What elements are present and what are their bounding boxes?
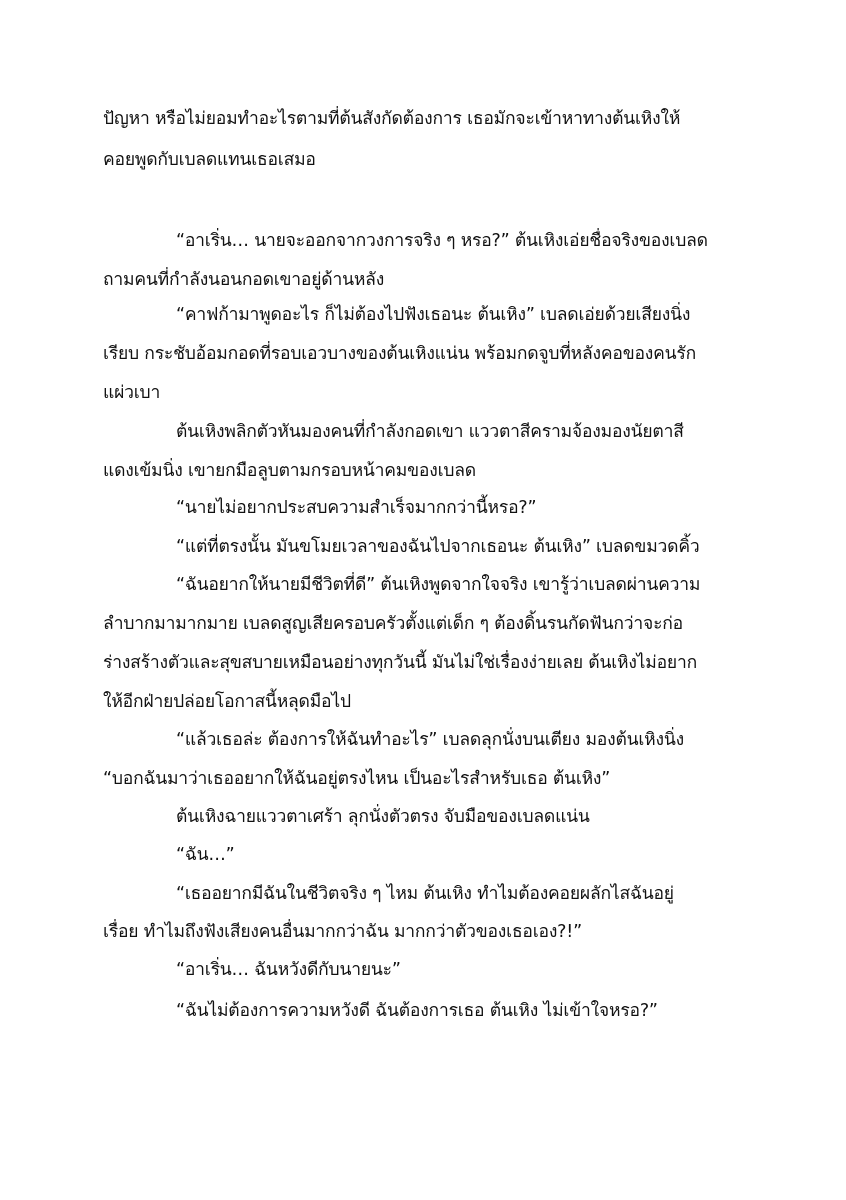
text-line: “อาเริ่น… ฉันหวังดีกับนายนะ”: [176, 960, 401, 980]
text-line: ต้นเหิงพลิกตัวหันมองคนที่กำลังกอดเขา แววตาสีครามจ้องมองนัยตาสี: [176, 422, 684, 442]
text-line: ต้นเหิงฉายแววตาเศร้า ลุกนั่งตัวตรง จับมือของเบลดแน่น: [176, 807, 590, 827]
text-line: “นายไม่อยากประสบความสำเร็จมากกว่านี้หรอ?”: [176, 498, 537, 518]
text-line: ให้อีกฝ่ายปล่อยโอกาสนี้หลุดมือไป: [103, 692, 351, 712]
text-line: “อาเริ่น… นายจะออกจากวงการจริง ๆ หรอ?” ต้นเหิงเอ่ยชื่อจริงของเบลด: [176, 231, 708, 251]
text-line: คอยพูดกับเบลดแทนเธอเสมอ: [103, 150, 316, 170]
text-line: ปัญหา หรือไม่ยอมทำอะไรตามที่ต้นสังกัดต้องการ เธอมักจะเข้าหาทางต้นเหิงให้: [103, 109, 681, 129]
text-line: “ฉันอยากให้นายมีชีวิตที่ดี” ต้นเหิงพูดจากใจจริง เขารู้ว่าเบลดผ่านความ: [176, 575, 701, 595]
text-line: “ฉันไม่ต้องการความหวังดี ฉันต้องการเธอ ต้นเหิง ไม่เข้าใจหรอ?”: [176, 1001, 658, 1021]
text-line: แผ่วเบา: [103, 383, 161, 403]
text-line: “เธออยากมีฉันในชีวิตจริง ๆ ไหม ต้นเหิง ทำไมต้องคอยผลักไสฉันอยู่: [176, 884, 674, 904]
text-line: ลำบากมามากมาย เบลดสูญเสียครอบครัวตั้งแต่เด็ก ๆ ต้องดิ้นรนกัดฟันกว่าจะก่อ: [103, 614, 683, 634]
text-line: “คาฟก้ามาพูดอะไร ก็ไม่ต้องไปฟังเธอนะ ต้นเหิง” เบลดเอ่ยด้วยเสียงนิ่ง: [176, 305, 691, 325]
text-line: “ฉัน…”: [176, 845, 235, 865]
text-line: เรื่อย ทำไมถึงฟังเสียงคนอื่นมากกว่าฉัน มากกว่าตัวของเธอเอง?!”: [103, 922, 582, 942]
text-line: ถามคนที่กำลังนอนกอดเขาอยู่ด้านหลัง: [103, 270, 385, 290]
text-line: แดงเข้มนิ่ง เขายกมือลูบตามกรอบหน้าคมของเบลด: [103, 461, 476, 481]
text-line: ร่างสร้างตัวและสุขสบายเหมือนอย่างทุกวันนี้ มันไม่ใช่เรื่องง่ายเลย ต้นเหิงไม่อยาก: [103, 653, 697, 673]
text-line: “แล้วเธอล่ะ ต้องการให้ฉันทำอะไร” เบลดลุกนั่งบนเตียง มองต้นเหิงนิ่ง: [176, 730, 684, 750]
text-line: เรียบ กระชับอ้อมกอดที่รอบเอวบางของต้นเหิงแน่น พร้อมกดจูบที่หลังคอของคนรัก: [103, 344, 696, 364]
text-line: “แต่ที่ตรงนั้น มันขโมยเวลาของฉันไปจากเธอนะ ต้นเหิง” เบลดขมวดคิ้ว: [176, 537, 700, 557]
text-line: “บอกฉันมาว่าเธออยากให้ฉันอยู่ตรงไหน เป็นอะไรสำหรับเธอ ต้นเหิง”: [103, 769, 611, 789]
